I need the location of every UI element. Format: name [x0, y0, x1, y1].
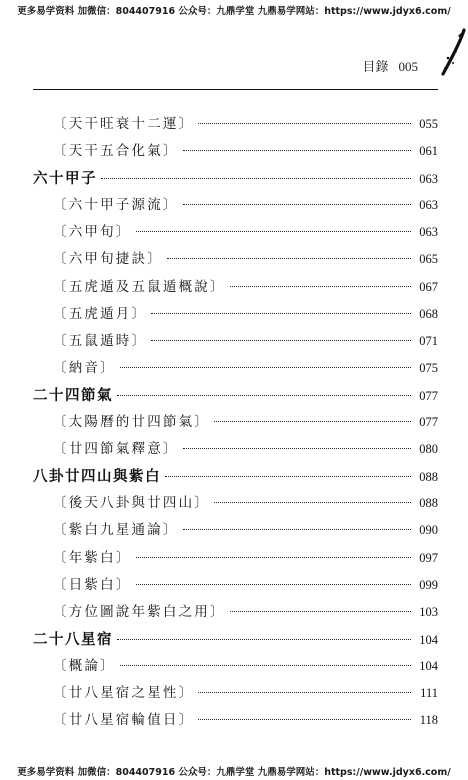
toc-entry-title: 〔後天八卦與廿四山〕	[53, 495, 210, 512]
toc-entry[interactable]	[33, 680, 438, 707]
toc-entry-page-number: 065	[419, 252, 438, 267]
dot-leader	[230, 611, 411, 612]
dot-leader	[198, 123, 411, 124]
dot-leader	[136, 557, 412, 558]
dot-leader	[183, 448, 411, 449]
toc-entry[interactable]	[33, 517, 438, 544]
toc-entry-title: 〔廿八星宿輪值日〕	[53, 712, 195, 729]
toc-entry-title: 二十四節氣	[33, 386, 113, 404]
toc-entry-title: 〔廿八星宿之星性〕	[53, 684, 195, 701]
toc-entry-page-number: 067	[419, 279, 438, 294]
dot-leader	[120, 367, 411, 368]
toc-entry-title: 〔五鼠遁時〕	[53, 332, 148, 349]
toc-entry-title: 〔方位圖說年紫白之用〕	[53, 603, 226, 620]
toc-entry-page-number: 077	[419, 388, 438, 403]
dot-leader	[214, 502, 411, 503]
toc-entry[interactable]	[33, 545, 438, 572]
toc-entry-page-number: 099	[419, 577, 438, 592]
dot-leader	[165, 476, 411, 477]
toc-entry-page-number: 118	[419, 713, 438, 728]
toc-entry-page-number: 111	[420, 685, 438, 700]
header-rule	[33, 89, 438, 90]
toc-entry-title: 〔紫白九星通論〕	[53, 522, 179, 539]
toc-entry[interactable]	[33, 138, 438, 165]
dot-leader	[214, 421, 411, 422]
toc-entry-page-number: 077	[419, 415, 438, 430]
dot-leader	[151, 313, 411, 314]
dot-leader	[120, 665, 411, 666]
dot-leader	[198, 719, 411, 720]
toc-entry-title: 〔天干五合化氣〕	[53, 143, 179, 160]
toc-chapter-entry[interactable]	[33, 463, 438, 490]
toc-entry[interactable]	[33, 707, 438, 734]
toc-entry-page-number: 088	[419, 470, 438, 485]
toc-entry-page-number: 063	[419, 225, 438, 240]
toc-entry-title: 〔六甲旬〕	[53, 224, 132, 241]
toc-entry[interactable]	[33, 653, 438, 680]
toc-entry[interactable]	[33, 111, 438, 138]
toc-entry-page-number: 063	[419, 172, 438, 187]
toc-entry-title: 〔概論〕	[53, 657, 116, 674]
toc-entry-page-number: 103	[419, 604, 438, 619]
toc-entry[interactable]	[33, 490, 438, 517]
toc-entry-page-number: 063	[419, 198, 438, 213]
header-page-number: 005	[398, 59, 418, 74]
dot-leader	[167, 258, 411, 259]
toc-entry-page-number: 071	[419, 333, 438, 348]
toc-entry-page-number: 080	[419, 442, 438, 457]
toc-entry-title: 〔日紫白〕	[53, 576, 132, 593]
dot-leader	[198, 692, 411, 693]
dot-leader	[117, 639, 411, 640]
dot-leader	[136, 231, 412, 232]
toc-entry-page-number: 068	[419, 306, 438, 321]
dot-leader	[183, 204, 411, 205]
toc-entry[interactable]	[33, 599, 438, 626]
toc-entry-page-number: 097	[419, 550, 438, 565]
toc-chapter-entry[interactable]	[33, 626, 438, 653]
dot-leader	[183, 150, 411, 151]
toc-entry-title: 〔六十甲子源流〕	[53, 197, 179, 214]
toc-entry-page-number: 088	[419, 496, 438, 511]
bottom-banner: 更多易学资料 加微信：804407916 公众号：九鼎学堂 九鼎易学网站：https://www.jdyx6.com/	[17, 767, 451, 778]
toc-entry[interactable]	[33, 274, 438, 301]
dot-leader	[183, 529, 411, 530]
toc-entry-page-number: 104	[419, 658, 438, 673]
toc-entry-page-number: 055	[419, 117, 438, 131]
toc-entry[interactable]	[33, 572, 438, 599]
toc-entry-title: 二十八星宿	[33, 630, 113, 648]
dot-leader	[101, 178, 411, 179]
toc-entry-page-number: 061	[419, 144, 438, 159]
brush-icon	[437, 28, 467, 78]
toc-entry-title: 〔六甲旬捷訣〕	[53, 251, 163, 268]
toc-entry[interactable]	[33, 192, 438, 219]
toc-entry-title: 六十甲子	[33, 170, 97, 188]
toc-entry[interactable]	[33, 436, 438, 463]
toc-chapter-entry[interactable]	[33, 165, 438, 192]
toc-entry-title: 〔納音〕	[53, 359, 116, 376]
toc-entry[interactable]	[33, 355, 438, 382]
toc-entry[interactable]	[33, 301, 438, 328]
toc-entry-title: 〔廿四節氣釋意〕	[53, 441, 179, 458]
table-of-contents	[33, 111, 438, 734]
toc-entry-page-number: 104	[419, 632, 438, 647]
toc-entry-title: 〔五虎遁及五鼠遁概說〕	[53, 278, 226, 295]
toc-entry-title: 〔天干旺衰十二運〕	[53, 116, 195, 132]
toc-entry-page-number: 090	[419, 523, 438, 538]
dot-leader	[136, 584, 412, 585]
section-title: 目錄	[362, 60, 389, 75]
toc-entry-title: 八卦廿四山與紫白	[33, 468, 161, 486]
toc-chapter-entry[interactable]	[33, 382, 438, 409]
top-banner: 更多易学资料 加微信：804407916 公众号：九鼎学堂 九鼎易学网站：https://www.jdyx6.com/	[17, 6, 451, 17]
dot-leader	[117, 395, 411, 396]
toc-entry-title: 〔太陽曆的廿四節氣〕	[53, 414, 210, 431]
toc-entry[interactable]	[33, 219, 438, 246]
toc-entry[interactable]	[33, 328, 438, 355]
dot-leader	[230, 286, 411, 287]
toc-entry[interactable]	[33, 409, 438, 436]
toc-entry[interactable]	[33, 246, 438, 273]
toc-entry-title: 〔五虎遁月〕	[53, 305, 148, 322]
toc-entry-title: 〔年紫白〕	[53, 549, 132, 566]
toc-entry-page-number: 075	[419, 360, 438, 375]
dot-leader	[151, 340, 411, 341]
running-head	[362, 56, 418, 75]
